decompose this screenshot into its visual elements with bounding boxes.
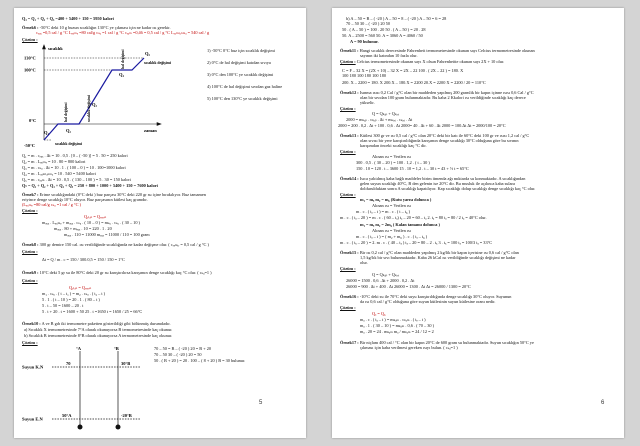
example-12-solution-label: Çözüm : xyxy=(340,106,356,111)
ex8-step-1: Δt = Q / m . c = 150 / 300.0,5 = 150 / 150 = 1°C xyxy=(42,257,125,262)
example-12-text: Isınma ısısı 0,2 Cal / g°C olan bir maddeden yapılmış 200 gramlik bir kapın içinne ısısı 0,6 Cal / g°C xyxy=(359,90,534,95)
example-13-solution-label: Çözüm : xyxy=(340,149,356,154)
example-6-solution-label: Çözüm : xyxy=(22,37,38,42)
example-7-text: Erime sıcaklığındaki (0°C deki ) buz parçası 30°C deki 220 gr su içine bırakılıyor. Buz tamamen xyxy=(39,192,206,197)
heating-curve-graph xyxy=(24,42,212,150)
row-freezing-label: Suyun E.N xyxy=(22,416,43,422)
q-line-5: Q₅ = m . cₔₐₘ . Δt = 10 . 0,5 . ( 130 – 100 ) = 5 . 30 = 150 kalori xyxy=(22,177,131,182)
q-line-4: Q₄ = m . Lₔₐₘₗₐₙₘₐ = 10 . 540 = 5400 kalori xyxy=(22,171,96,176)
example-10-part-a: a) Sıcaklık X termometresinde 7°A olarak okunuyorsa B termometresinde kaç okunur. xyxy=(24,327,173,332)
example-10-title: Örnek10 : xyxy=(22,321,41,326)
thermo-b-top: 30°B xyxy=(121,361,131,366)
example-11-solution xyxy=(340,59,504,64)
heating-curve-line xyxy=(44,58,144,140)
example-12-title: Örnek12 : xyxy=(340,90,359,95)
example-11-text-2: sayının iki katından 10 fazla olur. xyxy=(360,53,418,58)
ex16-calc-3: mₐ . 1 . ( 30 – 10 ) = mₖₐₘ . 0,6 . ( 70 – 30 ) xyxy=(360,323,435,328)
example-8-text: 300 gr demire 150 cal. ısı verildiğinde sıcaklığında ne kadar değişme olur. ( cₔₑₘᵢᵣ = 0,5 cal / g °C ) xyxy=(39,242,209,247)
ex12-calc-1: Q = Qₖₐₚ + Qₛᵢᵥᵢ xyxy=(372,111,400,116)
example-7-given: (Lₑᵣᵢₘₑ =80 cal/g cₛᵤ =1 cal / g °C ) xyxy=(22,202,82,207)
example-14-solution-label: Çözüm : xyxy=(340,192,356,197)
note-2: 2) 0°C de hal değişimi katıdan sıvıya xyxy=(207,60,271,65)
ex11-calc-3: 200. X – 2200 = 180. X 200.X – 180.X = 2200 20.X = 2200 X = 2200 / 20 = 110°C xyxy=(342,80,486,85)
example-17-text: Bir niçlam 400 cal / °C olan bir kapın 20°C de 600 gram su bulunmaktadır. Suyun sıcaklığın 50°C ye xyxy=(359,340,534,345)
example-12-text-2: olan bir sıvıdan 100 gram bulunmaktadır. Bu kaba 2 Kkalori ısı verildiğinde sıcaklığı kaç derece xyxy=(360,95,526,100)
example-11-solution-label: Çözüm : xyxy=(340,59,356,64)
ex7-step-4: mₔᵤₓ . 110 = 11000 mₔᵤₓ = 11000 / 110 = 100 gram xyxy=(64,232,150,237)
example-14-text-3: doldurulduktan sonra A sıcaklığı kapatılıyor. Kap sıcaklığı dolup sıcaklığı denge sıcaklığı kaç °C olur. xyxy=(360,186,536,191)
ex15-calc-2: 26000 = 1500 . 0,6 . Δt + 2000 . 0,2 . Δt xyxy=(346,278,415,283)
ex14-calc-6: Alınan ısı = Verilen ısı xyxy=(372,228,411,233)
example-12-text-3: yükselir. xyxy=(360,100,375,105)
ex7-step-2: mₔᵤₓ . Lₑᵣᵢₘₑ + mₔᵤₓ . cₛᵤ . ( 10 – 0 ) = mₛᵤ . cₛᵤ . ( 30 – 10 ) xyxy=(42,220,140,225)
example-15-title: Örnek15 : xyxy=(340,250,359,255)
phase-label-2: hal değişimi xyxy=(64,102,68,122)
example-7-title: Örnek7 : xyxy=(22,192,39,197)
thermometer-b-bulb xyxy=(116,425,121,430)
example-10-part-b: b) Sıcaklık B termometresinde 8°B olarak okunuyorsa A termometresinde kaç okunur. xyxy=(24,333,173,338)
example-16-text-2: da ısı 0,6 cal / g°C olduğuna göre suyun kütlesinin suyun kütlesine oranı nedir. xyxy=(360,299,496,304)
row-boiling-label: Suyun K.N xyxy=(22,364,44,370)
page-number-6: 6 xyxy=(601,400,605,406)
phase-label-4: hal değişimi xyxy=(121,49,125,69)
example-11-text: Hangi sıcaklık derecesinde Fahrenheit termometresinde okunan sayı Celcius termometresinde okunan xyxy=(359,48,535,53)
seg-q5: Q₅ xyxy=(145,51,150,56)
graph-x-label: zaman xyxy=(144,128,157,133)
thermo-b-bottom: -20°B xyxy=(121,413,132,418)
tick-minus50: -50°C xyxy=(24,143,36,148)
phase-label-3: sıcaklık değişimi xyxy=(87,95,91,122)
seg-q4: Q₄ xyxy=(119,72,124,77)
note-5: 5) 100°C den 130°C ye sıcaklık değişimi xyxy=(207,96,278,101)
thermo-a-bottom: 50°A xyxy=(62,413,72,418)
example-16-text: -10°C deki su ile 70°C deki suyu karıştırıldığında denge sıcaklığı 30°C oluyor. Suyunun xyxy=(359,294,512,299)
thermometer-a-bulb xyxy=(78,425,83,430)
example-9-text: 10°C deki 5 gr su ile 80°C deki 20 gr su karıştırılırsa karışımın denge sıcaklığı kaç °C olur. ( cₛᵤ=1 ) xyxy=(39,270,212,275)
example-9-solution-label: Çözüm : xyxy=(22,278,38,283)
ex9-step-3: 5 . 1 . ( t – 10 ) = 20 . 1 . ( 80 – t ) xyxy=(42,297,100,302)
ex9-step-5: 5 . t + 20 . t = 1600 + 50 25 . t =1650 t = 1650 / 25 = 66°C xyxy=(42,309,143,314)
tick-0: 0°C xyxy=(29,118,37,123)
thermo-a-unit: °A xyxy=(76,346,82,351)
seg-q3: Q₃ xyxy=(92,102,97,107)
ex13-calc-1: Alınan ısı = Verilen ısı xyxy=(372,154,411,159)
graph-y-label: sıcaklık xyxy=(48,46,63,51)
thermo-a-top: 70 xyxy=(66,361,71,366)
example-11-title: Örnek11 : xyxy=(340,48,359,53)
ex7-step-3: mₔᵤₓ . 80 + mₔᵤₓ . 10 = 220 . 1 . 20 xyxy=(54,226,112,231)
ex12-calc-3: 2000 = 200 . 0,2 . Δt + 100 . 0,6 . Δt 2000= 40 . Δt + 60 . Δt 2000 = 100.Δt Δt = 2000/100 = 20°C xyxy=(338,123,506,128)
ex13-calc-2: 300 . 0,5 . ( 30 – 20 ) = 100 . 1,2 . ( t – 30 ) xyxy=(356,160,430,165)
top-calc-4: 50. A – 2500 = 560 50. A = 3060 A = 4060 / 50 xyxy=(342,33,423,38)
example-7-solution-label: Çözüm : xyxy=(22,208,38,213)
example-15-text: Bir ısı 0,2 cal / g°C olan maddeden yapılmış 2 kg/lik bir kapın içerisine ısı 0,6 cal / g°C olan xyxy=(359,250,519,255)
ex15-calc-1: Q = Qₖₐₚ + Qₛᵢᵥᵢ xyxy=(372,272,400,277)
ex14-calc-7: m . c . ( tₐ – t ) = ( m₂ + m₆ ) . c . ( tₐ – t₆ ) xyxy=(356,234,428,239)
example-13-text: Kütlesi 300 gr ve ısı 0,5 cal / g°C olan 20°C deki bir katı ile 60°C deki 100 gr ve ısısı 1,2 cal / g°C xyxy=(359,133,530,138)
ex13-calc-3: 150 . 10 = 120 . t – 3600 15 . 10 = 1,2 . t – 30 t = 43 + ½ t = 65°C xyxy=(356,166,469,171)
example-15-text-3: olur. xyxy=(360,260,368,265)
example-15-solution-label: Çözüm : xyxy=(340,266,356,271)
ex10-calc-2: 70 – 50 30 – ( -20 ) 20 = 50 xyxy=(154,352,202,357)
page-5 xyxy=(14,8,306,438)
example-14-title: Örnek14 : xyxy=(340,176,359,181)
ex16-calc-2: mₐ . c . ( tₐ – t ) = mₖₐₘ . cₖₐₘ . ( tₑ – t ) xyxy=(360,317,426,322)
phase-label-5: sıcaklık değişimi xyxy=(144,61,171,65)
ex11-calc-1: C = F – 32 X = (2X + 10) – 32 X = 2X – 22 100 . ( 2X – 22 ) = 180. X xyxy=(342,68,464,73)
seg-q1: Q₁ xyxy=(44,130,49,135)
example-9 xyxy=(22,270,212,275)
example-10-text: A ve B gıb iki termometre paketten gösterildiği gibi bölünmüş durumdadır. xyxy=(41,321,171,326)
note-3: 3) 0°C den 100°C ye sıcaklık değişimi xyxy=(207,72,274,77)
ex11-calc-2: 100 180 100 180 100 180 xyxy=(342,73,387,78)
q-total-line: Q₃ = Q₁ + Q₂ + Q₃ =400 + 5400 + 150 = 5950 kalori xyxy=(22,16,114,21)
top-calc-2: 70 – 50 30 – ( -20 ) 20 50 xyxy=(346,21,391,26)
ex15-calc-3: 26000 = 900 . Δt + 400 . Δt 26000 = 1300 . Δt Δt = 26000 / 1300 = 20°C xyxy=(346,284,471,289)
ex14-calc-1: m₁ = mₐ m₂ = m₆ (Kutu yarısı dolunca ) xyxy=(360,197,432,202)
example-13-title: Örnek13 : xyxy=(340,133,359,138)
example-11-solution-text: Celcius termometresinde okunan sayı X olsun Fahrenheitte okunan sayı 2X + 10 olur. xyxy=(356,59,505,64)
ex9-step-4: 5 . t – 50 = 1600 – 20 . t xyxy=(42,303,84,308)
ex14-calc-8: m . c . ( tₓ – 20 ) = 2. m . c . ( 40 – tₓ ) tₓ – 20 = 80 – 2 . tₓ 3 . tₓ = 100 tₓ = 100/3 tₓ = 33°C xyxy=(340,240,493,245)
ex10-calc-1: 70 – 50 = B – ( -20 ) 20 = B + 20 xyxy=(154,346,212,351)
example-16-title: Örnek16 : xyxy=(340,294,359,299)
ex14-calc-5: m₁ = mₐ m₂ = 2m₆ ( Kalan tamamı dolunca ) xyxy=(360,222,440,227)
example-8-solution-label: Çözüm : xyxy=(22,249,38,254)
example-13-text-3: karışımdan önceki sıcaklığı kaç °C dir. xyxy=(360,143,427,148)
ex14-calc-3: m . c . ( tₐ – t ) = m . c . ( t – t₆ ) xyxy=(356,209,411,214)
ex16-calc-1: Qₐ = Q₆ xyxy=(372,311,386,316)
example-6-text: -50°C deki 10 g buzun sıcaklığın 130°C ye çıkması için ne kadar ısı gerekir. xyxy=(39,25,171,30)
ex12-calc-2: 2000 = mₖₐₚ . cₖₐₚ . Δt + mₛᵢᵥᵢ . cₛᵢᵥᵢ . Δt xyxy=(346,117,413,122)
example-10-solution-label: Çözüm : xyxy=(22,340,38,345)
example-17-text-2: çıkması için kaba verilmesi gereken ısıyı bulun. ( cₛᵤ=1 ) xyxy=(360,345,458,350)
q-line-1: Q₁ = m . cₔᵤₓ . Δt = 10 . 0,5 . [0 – ( -50 )] = 5 . 50 = 250 kalori xyxy=(22,153,128,158)
seg-q2: Q₂ xyxy=(66,128,71,133)
thermometer-diagram xyxy=(22,345,152,433)
note-4: 4) 100°C de hal değişimi sıvıdan gaz haline xyxy=(207,84,283,89)
example-7-text-2: eriyince denge sıcaklığı 10°C oluyor. Buz parçasının kütlesi kaç gramdır. xyxy=(22,197,148,202)
example-17-title: Örnek17 : xyxy=(340,340,359,345)
q-line-total: Qₜ = Q₁ + Q₂ + Q₃ + Q₄ + Q₅ = 250 + 800 + 1000 + 5400 + 150 = 7600 kalori xyxy=(22,183,158,188)
ex14-calc-2: Alınan ısı = Verilen ısı xyxy=(372,203,411,208)
example-9-title: Örnek9 : xyxy=(22,270,39,275)
tick-130: 130°C xyxy=(24,55,36,61)
phase-label-1: sıcaklık değişimi xyxy=(55,142,82,146)
top-calc-3: 50 . ( A – 50 ) = 100 . 20 50 . ( A – 50 ) = 20 . 28 xyxy=(342,27,426,32)
q-line-3: Q₃ = m . cₛᵤ . Δt = 10 . 1 . ( 100 – 0 ) = 10 . 100=1000 kalori xyxy=(22,165,126,170)
example-14-text: Isıca yalıtılmış kaba bağlı maddeler birim itmenda ağı mıktarda su konmaktadır. A sıcaklığından xyxy=(359,176,526,181)
example-14-text-2: gelen suyun sıcaklığı 40°C, B den gelenin ise 20°C dir. Bu musluk ile açılınca kaba sulara xyxy=(360,181,515,186)
example-8 xyxy=(22,242,209,247)
example-10 xyxy=(22,321,171,326)
ex9-step-1: Qₐₗₐₙ = Qᵥₑᵣₑₙ xyxy=(69,285,92,290)
page-6 xyxy=(332,8,624,438)
ex7-step-1: Qₐₗₐₙ = Qᵥₑᵣₑₙ xyxy=(84,214,107,219)
ex10-calc-3: 50 . ( B + 20 ) = 20 . 100 – ( 8 + 20 ) B = 30 bulunur. xyxy=(154,358,246,363)
example-13-text-2: olan sıvısı bir yere karıştırıldığında karışımın denge sıcaklığı 30°C olduğuna göre bu sıvının xyxy=(360,138,519,143)
q-line-2: Q₂ = m . Lₑᵣᵢₘₑ = 10 . 80 = 800 kalori xyxy=(22,159,86,164)
example-6-given: cₔᵤₓ =0,5 cal / g °C Lₑᵣᵢₘₑ =80 cal/g cₛᵤ =1 cal / g °C cₔₐₘ =0,46 = 0,5 cal / g °C Lₔₐₘₗₐₙₘₐ = 540 cal / g xyxy=(36,30,210,35)
note-1: 1) -50°C 0°C buz için sıcaklık değişimi xyxy=(207,48,275,53)
tick-100: 100°C xyxy=(24,67,36,73)
top-calc-1: b) A – 50 = B – ( -20 ) A – 50 = 8 – ( -20 ) A – 50 = 6 = 28 xyxy=(346,16,447,21)
top-calc-5: A = 90 bulunur. xyxy=(350,39,379,44)
ex14-calc-4: m . c . ( tₐ – 20 ) = m . c . ( 60 – tₐ) tₐ – 20 = 60 – tₐ 2. tₐ = 80 tₐ = 80 / 2 tₐ = 40°C olur. xyxy=(340,215,487,220)
example-16-solution-label: Çözüm : xyxy=(340,305,356,310)
ex16-calc-4: mₐ . 20 = 24 . mₖₐₘ mₐ / mₖₐₘ = 24 / 12 = 2 xyxy=(360,329,434,334)
example-8-title: Örnek8 : xyxy=(22,242,39,247)
example-15-text-2: 1,5 kg/lık bir sıvı bulunmaktadır. Kaba 26 kCal ısı verildiğinde sıcaklığı değişimi ne kadar xyxy=(360,255,516,260)
page-number-5: 5 xyxy=(259,400,263,406)
example-6-title: Örnek6 : xyxy=(22,25,39,30)
thermo-b-unit: °B xyxy=(114,346,119,351)
ex9-step-2: m₁ . cₛᵤ . ( t – t₁ ) = m₂ . cₛᵤ . ( t₂ – t ) xyxy=(42,291,106,296)
